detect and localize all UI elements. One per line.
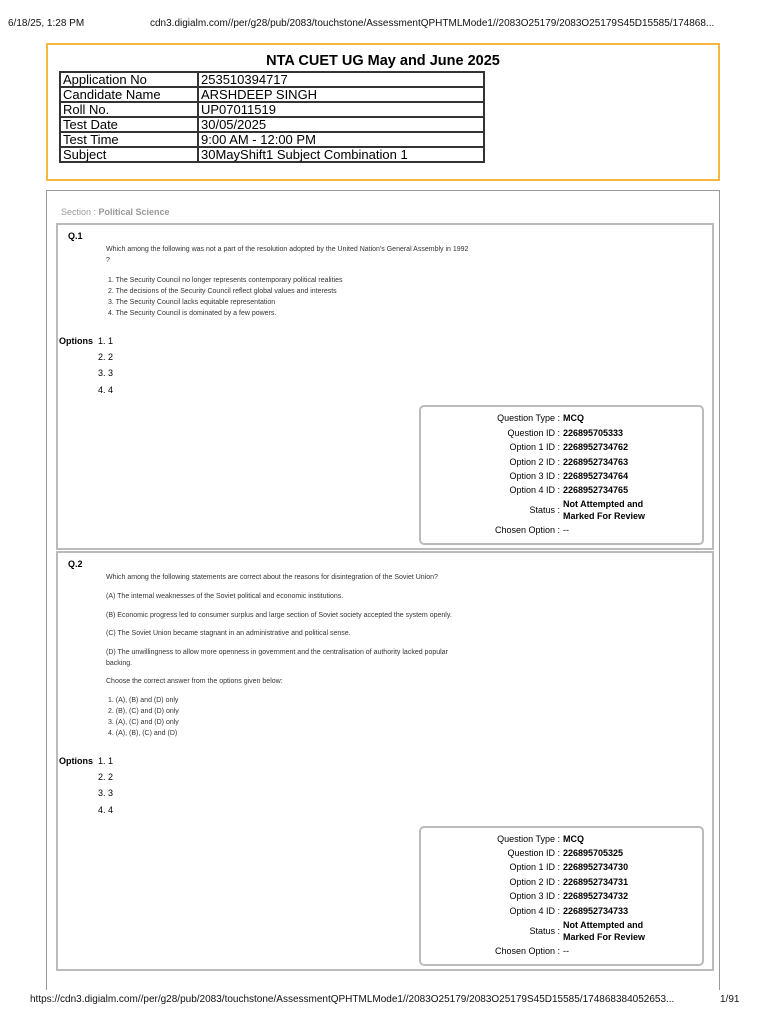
page-number: 1/91 <box>720 994 740 1005</box>
statement-c: (C) The Soviet Union became stagnant in an administrative and political sense. <box>106 630 351 637</box>
info-row <box>60 147 484 162</box>
meta-label-status: Status : <box>529 505 560 515</box>
info-label: Test Date <box>60 117 198 132</box>
info-row <box>60 132 484 147</box>
info-value: ARSHDEEP SINGH <box>198 87 484 102</box>
info-value: 30/05/2025 <box>198 117 484 132</box>
statement-b: (B) Economic progress led to consumer surplus and large section of Soviet society accepted the system openly. <box>106 612 452 619</box>
meta-label-o4: Option 4 ID : <box>509 485 560 495</box>
meta-value-o4: 2268952734765 <box>563 485 629 495</box>
meta-label-chosen: Chosen Option : <box>494 946 560 956</box>
meta-value-type: MCQ <box>563 413 584 423</box>
meta-value-status-2: Marked For Review <box>563 511 646 521</box>
info-label: Test Time <box>60 132 198 147</box>
info-row <box>60 102 484 117</box>
meta-value-o1: 2268952734762 <box>563 442 629 452</box>
meta-label-chosen: Chosen Option : <box>494 525 560 535</box>
print-footer <box>0 992 768 1012</box>
question-text: Which among the following statements are correct about the reasons for disintegration of the Soviet Union? <box>106 574 438 581</box>
print-datetime: 6/18/25, 1:28 PM <box>8 18 85 29</box>
option-4: 4. 4 <box>98 805 114 815</box>
option-2: 2. 2 <box>98 352 114 362</box>
meta-value-qid: 226895705333 <box>563 428 624 438</box>
meta-label-o3: Option 3 ID : <box>509 471 560 481</box>
info-label: Application No <box>60 72 198 87</box>
meta-value-status-2: Marked For Review <box>563 932 646 942</box>
meta-value-chosen: -- <box>563 525 569 535</box>
option-1: 1. 1 <box>98 336 114 346</box>
option-1: 1. 1 <box>98 756 114 766</box>
info-label: Roll No. <box>60 102 198 117</box>
info-value: 9:00 AM - 12:00 PM <box>198 132 484 147</box>
meta-label-o4: Option 4 ID : <box>509 906 560 916</box>
meta-label-type: Question Type : <box>497 834 560 844</box>
info-value: 30MayShift1 Subject Combination 1 <box>198 147 484 162</box>
list-item: 1. The Security Council no longer represents contemporary political realities <box>108 277 343 284</box>
meta-value-o2: 2268952734763 <box>563 457 629 467</box>
meta-value-chosen: -- <box>563 946 569 956</box>
info-row <box>60 72 484 87</box>
list-item: 3. The Security Council lacks equitable representation <box>108 299 276 306</box>
info-row <box>60 87 484 102</box>
meta-value-o4: 2268952734733 <box>563 906 629 916</box>
meta-value-o3: 2268952734732 <box>563 891 629 901</box>
meta-value-status-1: Not Attempted and <box>563 920 644 930</box>
section-prefix: Section : <box>61 207 99 217</box>
statement-d-cont: backing. <box>106 660 133 667</box>
info-value: UP07011519 <box>198 102 484 117</box>
print-url: cdn3.digialm.com//per/g28/pub/2083/touchstone/AssessmentQPHTMLMode1//2083O25179/2083O25179S45D15585/174868... <box>150 18 715 29</box>
meta-label-o2: Option 2 ID : <box>509 457 560 467</box>
meta-label-type: Question Type : <box>497 413 560 423</box>
print-header <box>0 0 768 40</box>
meta-label-o3: Option 3 ID : <box>509 891 560 901</box>
option-3: 3. 3 <box>98 368 114 378</box>
candidate-info-panel <box>46 43 720 181</box>
info-value: 253510394717 <box>198 72 484 87</box>
meta-value-o2: 2268952734731 <box>563 877 629 887</box>
option-3: 3. 3 <box>98 788 114 798</box>
options-label: Options <box>59 756 93 766</box>
list-item: 3. (A), (C) and (D) only <box>108 719 179 726</box>
meta-label-qid: Question ID : <box>507 428 560 438</box>
statement-a: (A) The internal weaknesses of the Soviet political and economic institutions. <box>106 593 344 600</box>
meta-value-status-1: Not Attempted and <box>563 499 644 509</box>
meta-value-qid: 226895705325 <box>563 848 624 858</box>
options-label: Options <box>59 336 93 346</box>
section-label <box>61 207 170 217</box>
meta-value-type: MCQ <box>563 834 584 844</box>
list-item: 2. The decisions of the Security Council reflect global values and interests <box>108 288 337 295</box>
option-2: 2. 2 <box>98 772 114 782</box>
question-text: Which among the following was not a part of the resolution adopted by the United Nation's General Assembly in 1992 <box>106 246 469 253</box>
footer-url: https://cdn3.digialm.com//per/g28/pub/2083/touchstone/AssessmentQPHTMLMode1//2083O25179/2083O25179S45D15585/174868384052653... <box>30 994 675 1005</box>
option-4: 4. 4 <box>98 385 114 395</box>
candidate-info-table <box>59 71 485 163</box>
meta-label-status: Status : <box>529 926 560 936</box>
list-item: 2. (B), (C) and (D) only <box>108 708 179 715</box>
question-number: Q.1 <box>68 231 83 241</box>
info-label: Candidate Name <box>60 87 198 102</box>
meta-label-o2: Option 2 ID : <box>509 877 560 887</box>
statement-d: (D) The unwillingness to allow more openness in government and the centralisation of authority lacked popular <box>106 649 448 656</box>
meta-label-qid: Question ID : <box>507 848 560 858</box>
list-item: 4. (A), (B), (C) and (D) <box>108 730 178 737</box>
section-name: Political Science <box>98 207 170 217</box>
meta-value-o3: 2268952734764 <box>563 471 629 481</box>
exam-title: NTA CUET UG May and June 2025 <box>266 53 500 69</box>
list-item: 4. The Security Council is dominated by a few powers. <box>108 310 277 317</box>
instruction-text: Choose the correct answer from the options given below: <box>106 678 283 685</box>
meta-value-o1: 2268952734730 <box>563 862 629 872</box>
meta-label-o1: Option 1 ID : <box>509 862 560 872</box>
question-text-cont: ? <box>106 257 110 264</box>
info-label: Subject <box>60 147 198 162</box>
info-row <box>60 117 484 132</box>
meta-label-o1: Option 1 ID : <box>509 442 560 452</box>
list-item: 1. (A), (B) and (D) only <box>108 697 179 704</box>
question-number: Q.2 <box>68 559 83 569</box>
